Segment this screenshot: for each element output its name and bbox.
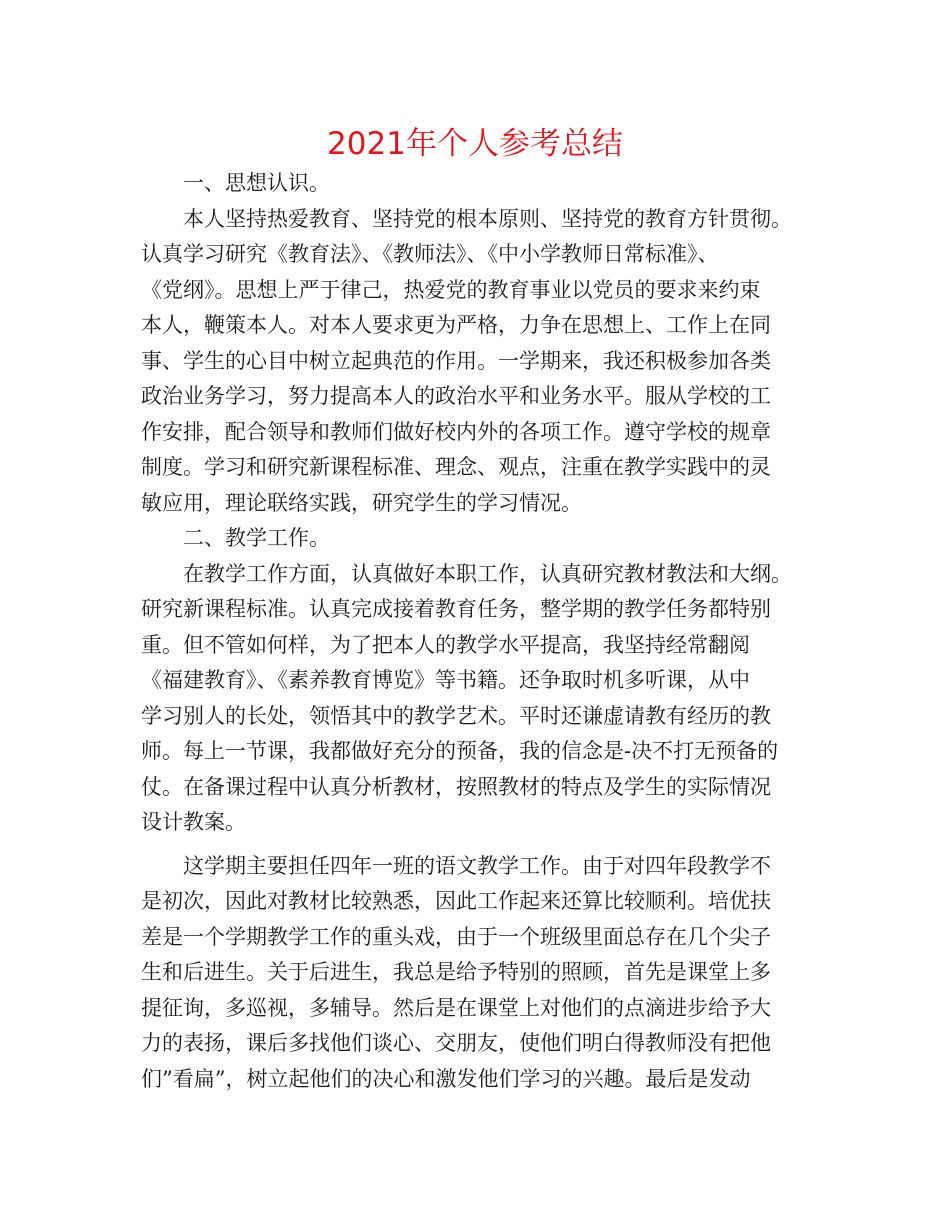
paragraph-line: 这学期主要担任四年一班的语文教学工作。由于对四年段教学不 bbox=[183, 853, 771, 878]
section-heading-teaching: 二、教学工作。 bbox=[183, 526, 330, 550]
paragraph-line: 作安排，配合领导和教师们做好校内外的各项工作。遵守学校的规章 bbox=[141, 419, 771, 444]
paragraph-line: 学习别人的长处，领悟其中的教学艺术。平时还谦虚请教有经历的教 bbox=[141, 703, 771, 728]
document-title: 2021年个人参考总结 bbox=[327, 126, 623, 162]
paragraph-line: 重。但不管如何样，为了把本人的教学水平提高，我坚持经常翻阅 bbox=[141, 632, 750, 657]
paragraph-line: 们”看扁”，树立起他们的决心和激发他们学习的兴趣。最后是发动 bbox=[141, 1066, 751, 1091]
paragraph-line: 《党纲》。思想上严于律己，热爱党的教育事业以党员的要求来约束 bbox=[141, 277, 761, 302]
section-heading-thought: 一、思想认识。 bbox=[183, 171, 330, 195]
paragraph-line: 《福建教育》、《素养教育博览》等书籍。还争取时机多听课，从中 bbox=[141, 668, 750, 692]
paragraph-line: 制度。学习和研究新课程标准、理念、观点，注重在教学实践中的灵 bbox=[141, 455, 771, 479]
document-body bbox=[141, 166, 831, 1097]
paragraph-line: 认真学习研究《教育法》、《教师法》、《中小学教师日常标准》、 bbox=[141, 242, 719, 266]
paragraph-line: 是初次，因此对教材比较熟悉，因此工作起来还算比较顺利。培优扶 bbox=[141, 889, 771, 913]
paragraph-line: 本人，鞭策本人。对本人要求更为严格，力争在思想上、工作上在同 bbox=[141, 313, 771, 337]
paragraph-line: 研究新课程标准。认真完成接着教育任务，整学期的教学任务都特别 bbox=[141, 597, 771, 621]
paragraph-line: 提征询，多巡视，多辅导。然后是在课堂上对他们的点滴进步给予大 bbox=[141, 995, 771, 1020]
paragraph-line: 在教学工作方面，认真做好本职工作，认真研究教材教法和大纲。 bbox=[183, 561, 792, 586]
paragraph-spacer bbox=[141, 841, 831, 849]
paragraph-line: 差是一个学期教学工作的重头戏，由于一个班级里面总存在几个尖子 bbox=[141, 924, 771, 949]
paragraph-line: 力的表扬，课后多找他们谈心、交朋友，使他们明白得教师没有把他 bbox=[141, 1031, 771, 1055]
paragraph-line: 师。每上一节课，我都做好充分的预备，我的信念是-决不打无预备的 bbox=[141, 739, 779, 763]
paragraph-line: 事、学生的心目中树立起典范的作用。一学期来，我还积极参加各类 bbox=[141, 348, 771, 373]
paragraph-line: 敏应用，理论联络实践，研究学生的学习情况。 bbox=[141, 490, 582, 515]
paragraph-line: 本人坚持热爱教育、坚持党的根本原则、坚持党的教育方针贯彻。 bbox=[183, 206, 792, 231]
paragraph-line: 政治业务学习，努力提高本人的政治水平和业务水平。服从学校的工 bbox=[141, 384, 771, 408]
paragraph-line: 仗。在备课过程中认真分析教材，按照教材的特点及学生的实际情况 bbox=[141, 774, 771, 799]
paragraph-line: 设计教案。 bbox=[141, 810, 246, 834]
paragraph-line: 生和后进生。关于后进生，我总是给予特别的照顾，首先是课堂上多 bbox=[141, 960, 771, 984]
